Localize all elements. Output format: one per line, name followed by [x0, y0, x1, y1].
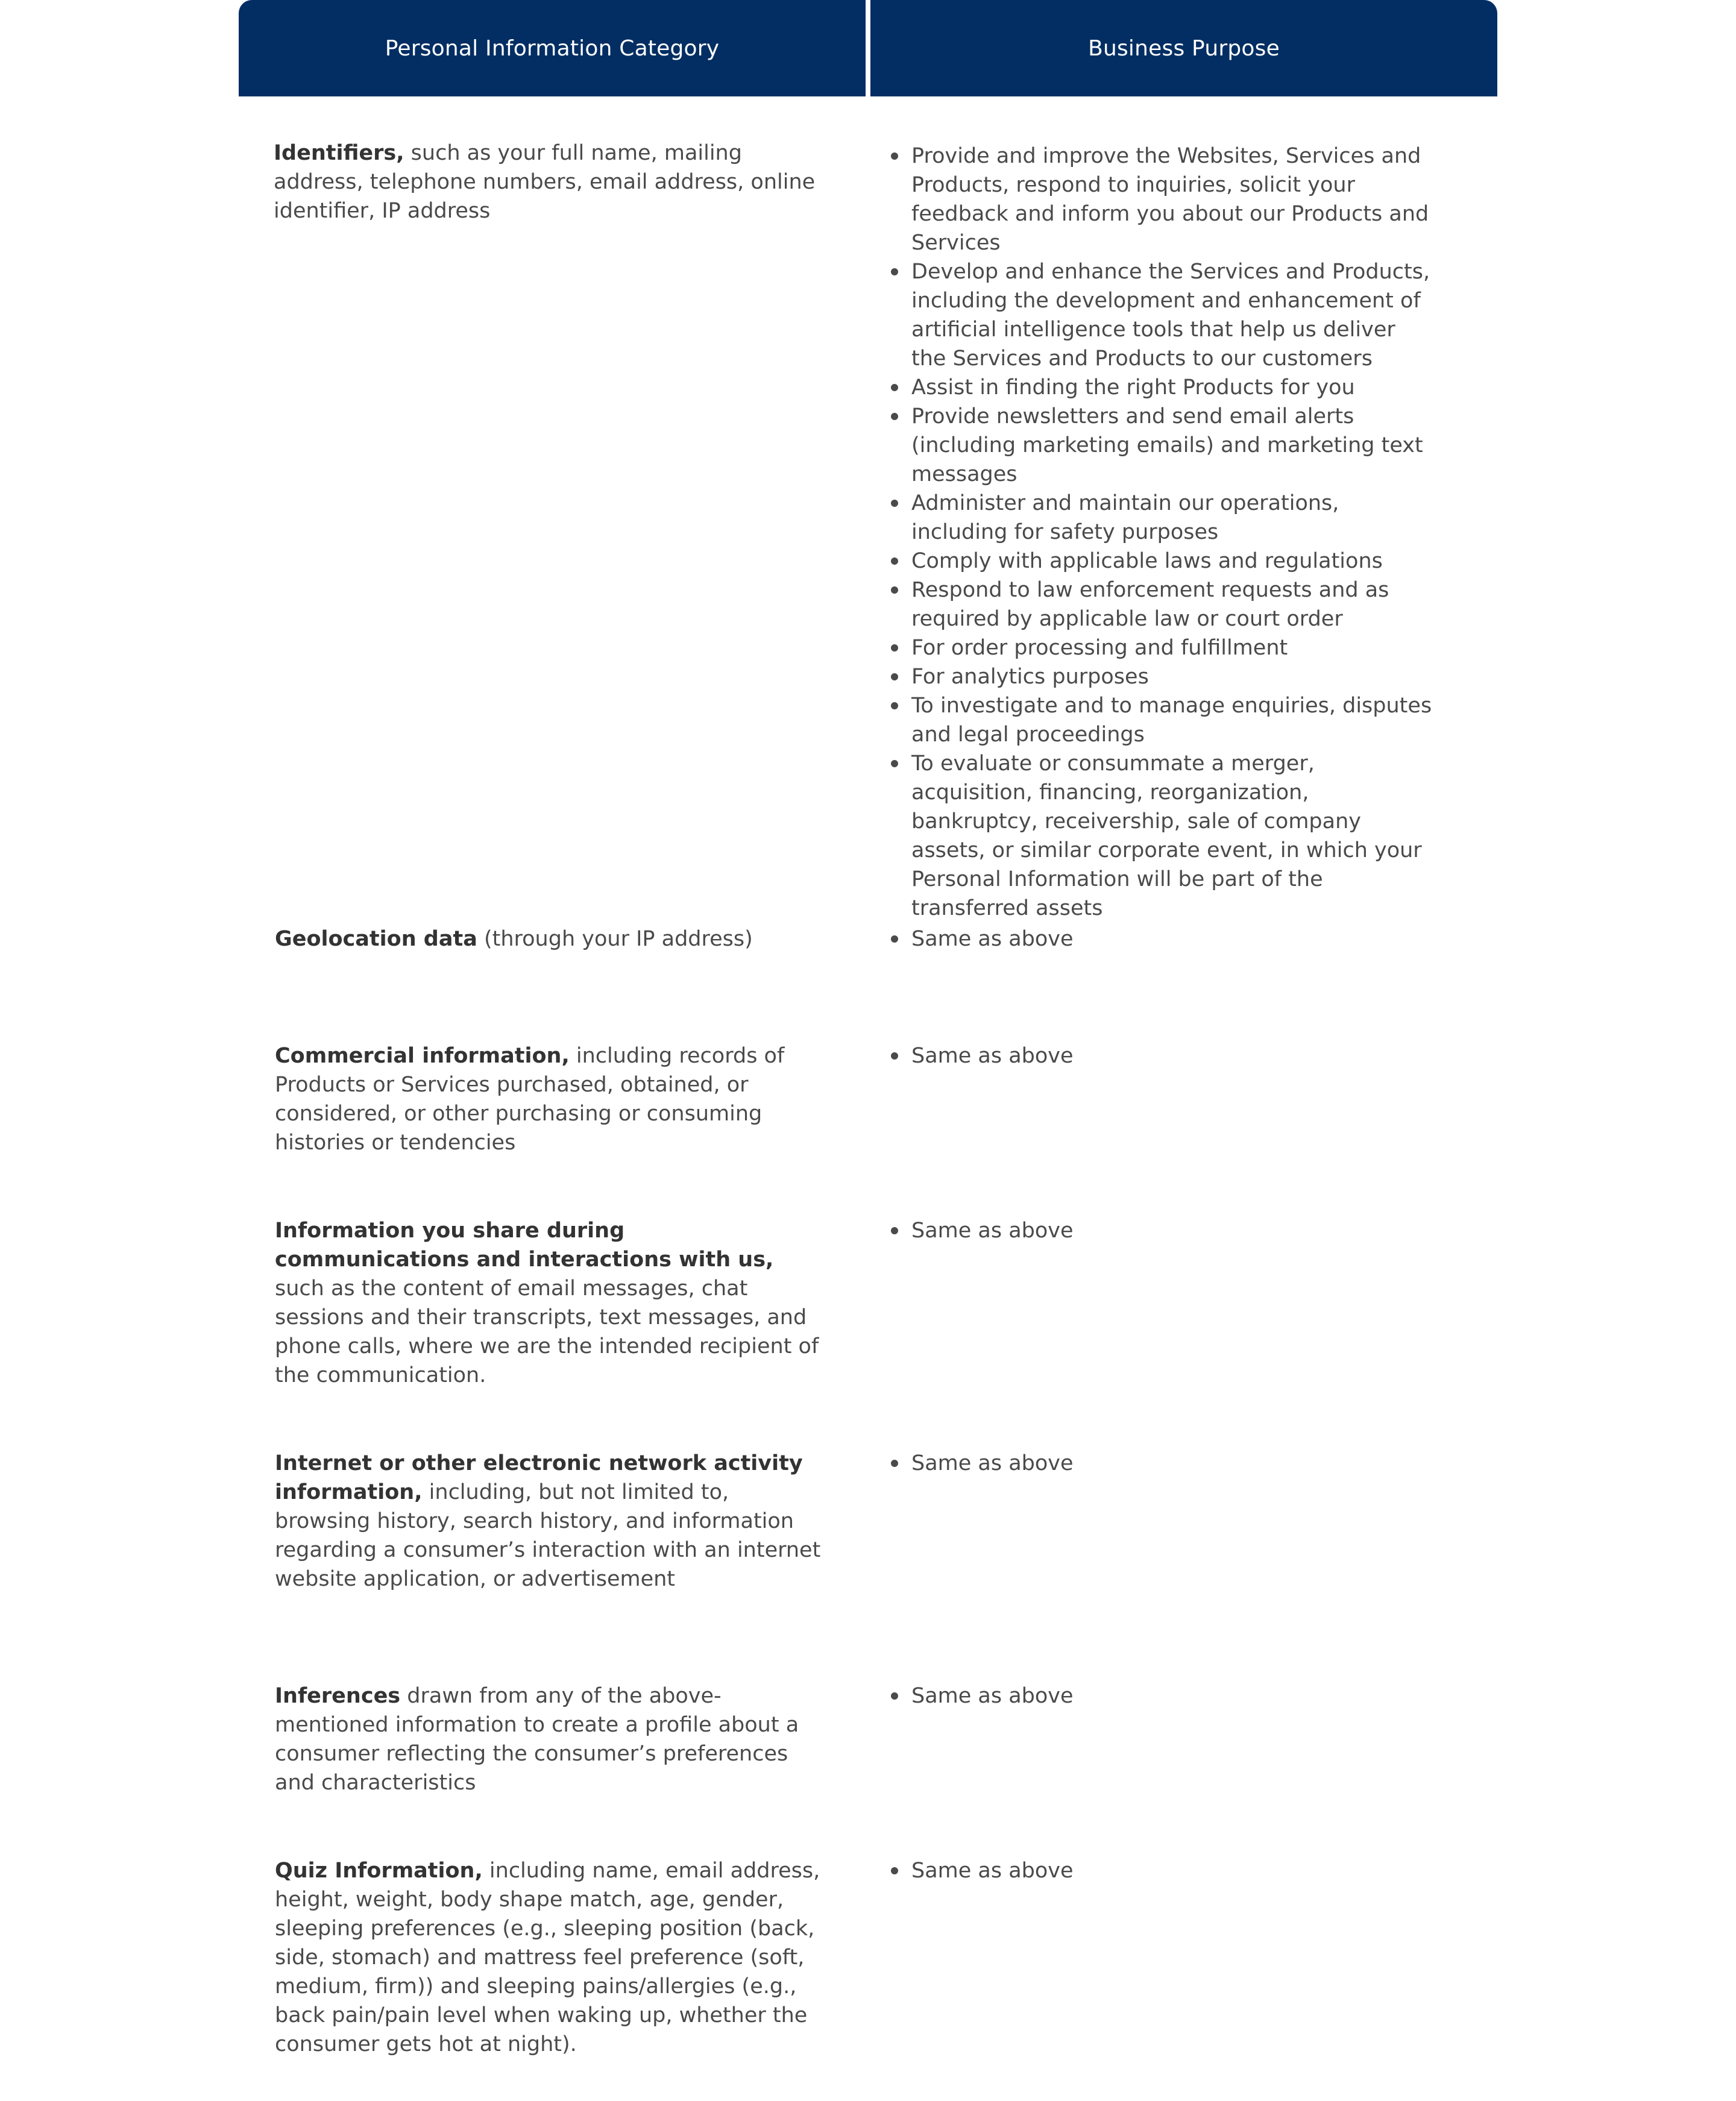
purpose-list: [891, 1449, 1433, 1478]
category-description: such as the content of email messages, chat sessions and their transcripts, text messages, and phone calls, where we are the intended recipient of the communication.: [275, 1277, 819, 1387]
category-cell: [274, 139, 822, 225]
category-cell: [275, 1216, 823, 1390]
bullet-icon: [891, 1052, 898, 1060]
purpose-text: Administer and maintain our operations, including for safety purposes: [911, 491, 1339, 544]
category-name: Internet or other electronic network activity information,: [275, 1451, 803, 1504]
list-item: [891, 1682, 1433, 1710]
list-item: [891, 373, 1433, 402]
list-item: [891, 1449, 1433, 1478]
purpose-list: [891, 142, 1433, 923]
column-header-category: Personal Information Category: [239, 0, 866, 96]
category-cell: [275, 1856, 823, 2059]
category-name: Identifiers,: [274, 141, 404, 165]
purpose-list: [891, 925, 1433, 953]
bullet-icon: [891, 1460, 898, 1467]
purpose-text: Provide newsletters and send email alerts (including marketing emails) and marketing text messages: [911, 404, 1423, 486]
purpose-text: Provide and improve the Websites, Services and Products, respond to inquiries, solicit your feedback and inform you about our Products and Services: [911, 144, 1429, 255]
category-description: including name, email address, height, weight, body shape match, age, gender, sleeping preferences (e.g., sleeping position (back, side, stomach) and mattress feel preference (soft, medium, firm)) and sleeping pains/allergies (e.g., back pain/pain level when waking up, whether the consumer gets hot at night).: [275, 1859, 820, 2056]
purpose-list: [891, 1041, 1433, 1070]
category-cell: [275, 1041, 823, 1157]
bullet-icon: [891, 760, 898, 767]
purpose-text: Develop and enhance the Services and Products, including the development and enhancement of artificial intelligence tools that help us deliver the Services and Products to our customers: [911, 260, 1430, 371]
list-item: [891, 633, 1433, 662]
bullet-icon: [891, 152, 898, 160]
list-item: [891, 576, 1433, 633]
list-item: [891, 662, 1433, 691]
purpose-list: [891, 1856, 1433, 1885]
list-item: [891, 142, 1433, 257]
category-description: including records of Products or Services purchased, obtained, or considered, or other purchasing or consuming histories or tendencies: [275, 1044, 785, 1155]
personal-information-table: [239, 0, 1497, 2056]
category-description: (through your IP address): [477, 927, 753, 951]
purpose-text: To investigate and to manage enquiries, disputes and legal proceedings: [911, 694, 1432, 747]
purpose-text: To evaluate or consummate a merger, acquisition, financing, reorganization, bankruptcy, receivership, sale of company assets, or similar corporate event, in which your Personal Information will be part of the transferred assets: [911, 752, 1422, 920]
purpose-text: Same as above: [911, 927, 1074, 951]
list-item: [891, 1041, 1433, 1070]
category-name: Commercial information,: [275, 1044, 570, 1068]
bullet-icon: [891, 557, 898, 565]
table-header: [239, 0, 1497, 96]
purpose-text: Same as above: [911, 1451, 1074, 1475]
list-item: [891, 1856, 1433, 1885]
bullet-icon: [891, 1692, 898, 1700]
category-description: including, but not limited to, browsing history, search history, and information regarding a consumer’s interaction with an internet website application, or advertisement: [275, 1480, 821, 1591]
category-name: Quiz Information,: [275, 1859, 483, 1883]
purpose-text: Comply with applicable laws and regulations: [911, 549, 1383, 573]
purpose-text: Same as above: [911, 1219, 1074, 1243]
purpose-text: For order processing and fulfillment: [911, 636, 1288, 660]
list-item: [891, 489, 1433, 547]
category-name: Geolocation data: [275, 927, 477, 951]
column-header-purpose: Business Purpose: [870, 0, 1497, 96]
bullet-icon: [891, 384, 898, 391]
list-item: [891, 925, 1433, 953]
list-item: [891, 749, 1433, 923]
bullet-icon: [891, 586, 898, 594]
purpose-text: For analytics purposes: [911, 665, 1149, 689]
bullet-icon: [891, 413, 898, 420]
category-description: drawn from any of the above-mentioned information to create a profile about a consumer reflecting the consumer’s preferences and characteristics: [275, 1684, 799, 1795]
bullet-icon: [891, 935, 898, 943]
category-cell: [275, 1449, 823, 1594]
purpose-text: Same as above: [911, 1859, 1074, 1883]
purpose-text: Same as above: [911, 1044, 1074, 1068]
purpose-text: Respond to law enforcement requests and as required by applicable law or court order: [911, 578, 1389, 631]
bullet-icon: [891, 702, 898, 709]
list-item: [891, 547, 1433, 576]
category-cell: [275, 925, 823, 953]
bullet-icon: [891, 268, 898, 275]
bullet-icon: [891, 500, 898, 507]
list-item: [891, 402, 1433, 489]
purpose-text: Same as above: [911, 1684, 1074, 1708]
category-name: Information you share during communications and interactions with us,: [275, 1219, 774, 1272]
list-item: [891, 1216, 1433, 1245]
bullet-icon: [891, 644, 898, 652]
bullet-icon: [891, 1227, 898, 1234]
category-description: such as your full name, mailing address, telephone numbers, email address, online identifier, IP address: [274, 141, 816, 223]
purpose-list: [891, 1216, 1433, 1245]
purpose-text: Assist in finding the right Products for you: [911, 375, 1355, 400]
list-item: [891, 691, 1433, 749]
bullet-icon: [891, 1867, 898, 1874]
category-cell: [275, 1682, 823, 1797]
bullet-icon: [891, 673, 898, 680]
list-item: [891, 257, 1433, 373]
purpose-list: [891, 1682, 1433, 1710]
category-name: Inferences: [275, 1684, 401, 1708]
